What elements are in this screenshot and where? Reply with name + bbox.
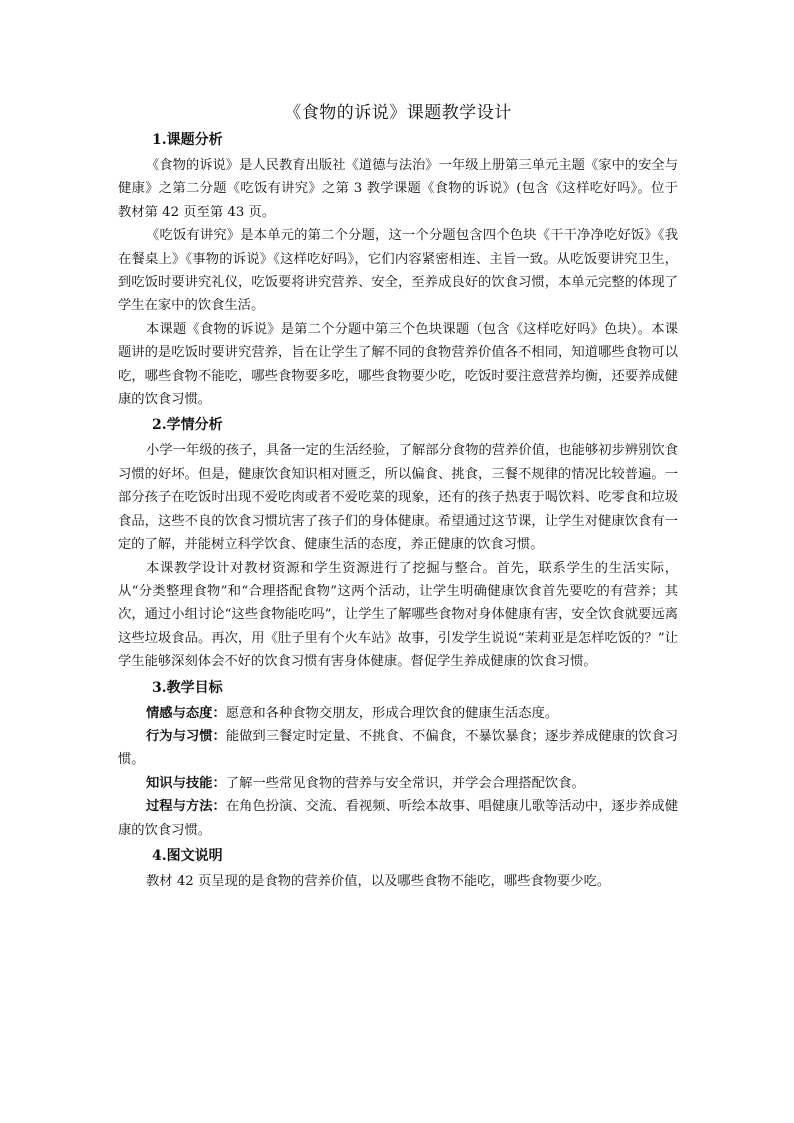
objective-text: 能做到三餐定时定量、不挑食、不偏食，不暴饮暴食；逐步养成健康的饮食习惯。 xyxy=(118,728,679,768)
paragraph: 《吃饭有讲究》是本单元的第二个分题，这一个分题包含四个色块《干干净净吃好饭》《我在餐桌上》《事物的诉说》《这样吃好吗》，它们内容紧密相连、主旨一致。从吃饭要讲究卫生，到吃饭时要讲究礼仪，吃饭要将讲究营养、安全，至养成良好的饮食习惯，本单元完整的体现了学生在家中的饮食生活。 xyxy=(118,228,678,314)
paragraph: 《食物的诉说》是人民教育出版社《道德与法治》一年级上册第三单元主题《家中的安全与健康》之第二分题《吃饭有讲究》之第 3 教学课题《食物的诉说》(包含《这样吃好吗》。位于教材第 42 页至第 43 页。 xyxy=(118,158,678,220)
objective-item xyxy=(118,725,678,772)
document-title: 《食物的诉说》课题教学设计 xyxy=(284,103,512,123)
section-heading-analysis: 1.课题分析 xyxy=(152,132,223,148)
section-heading-illustration: 4.图文说明 xyxy=(152,847,223,864)
paragraph: 小学一年级的孩子，具备一定的生活经验，了解部分食物的营养价值，也能够初步辨别饮食习惯的好坏。但是，健康饮食知识相对匮乏，所以偏食、挑食，三餐不规律的情况比较普遍。一部分孩子在吃饭时出现不爱吃肉或者不爱吃菜的现象，还有的孩子热衷于喝饮料、吃零食和垃圾食品，这些不良的饮食习惯坑害了孩子们的身体健康。希望通过这节课，让学生对健康饮食有一定的了解，并能树立科学饮食、健康生活的态度，养正健康的饮食习惯。 xyxy=(118,443,678,553)
document-content xyxy=(118,100,678,893)
objective-label: 过程与方法： xyxy=(146,799,226,815)
objective-item xyxy=(118,702,678,725)
paragraph: 本课教学设计对教材资源和学生资源进行了挖掘与整合。首先，联系学生的生活实际，从“分类整理食物”和“合理搭配食物”这两个活动，让学生明确健康饮食首先要吃的有营养；其次，通过小组讨论“这些食物能吃吗”，让学生了解哪些食物对身体健康有害，安全饮食就要远离这些垃圾食品。再次，用《肚子里有个火车站》故事，引发学生说说“茉莉亚是怎样吃饭的？”让学生能够深刻体会不好的饮食习惯有害身体健康。督促学生养成健康的饮食习惯。 xyxy=(118,560,678,670)
objective-text: 了解一些常见食物的营养与安全常识，并学会合理搭配饮食。 xyxy=(225,775,585,791)
objective-text: 愿意和各种食物交朋友，形成合理饮食的健康生活态度。 xyxy=(225,705,559,721)
section-heading-learner-analysis: 2.学情分析 xyxy=(152,417,223,434)
objective-label: 情感与态度： xyxy=(146,705,226,721)
objective-text: 在角色扮演、交流、看视频、听绘本故事、唱健康儿歌等活动中，逐步养成健康的饮食习惯。 xyxy=(118,799,679,838)
section-heading-objectives: 3.教学目标 xyxy=(152,679,223,696)
objective-item xyxy=(118,795,678,842)
paragraph: 教材 42 页呈现的是食物的营养价值，以及哪些食物不能吃，哪些食物要少吃。 xyxy=(146,873,611,889)
paragraph: 本课题《食物的诉说》是第二个分题中第三个色块课题（包含《这样吃好吗》色块）。本课题讲的是吃饭时要讲究营养，旨在让学生了解不同的食物营养价值各不相同，知道哪些食物可以吃，哪些食物不能吃，哪些食物要多吃，哪些食物要少吃，吃饭时要注意营养均衡，还要养成健康的饮食习惯。 xyxy=(118,321,678,408)
objective-label: 知识与技能： xyxy=(146,775,226,791)
objective-item xyxy=(118,772,678,795)
objective-label: 行为与习惯： xyxy=(146,728,226,744)
